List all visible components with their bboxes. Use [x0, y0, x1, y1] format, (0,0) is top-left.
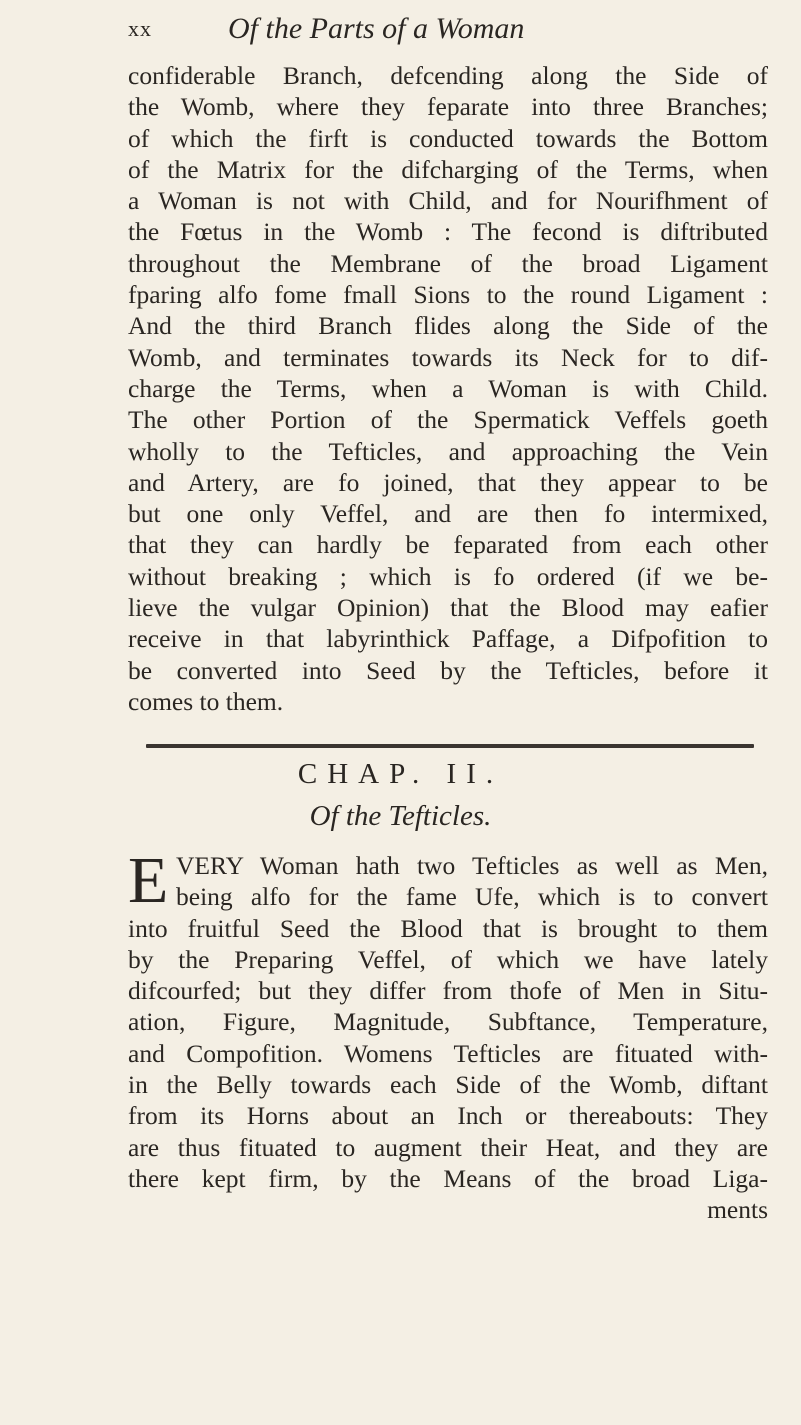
text-line: difcourfed; but they differ from thofe of Men in Situ- [128, 976, 768, 1006]
text-line: there kept firm, by the Means of the broad Liga- [128, 1163, 768, 1193]
text-line: the Fœtus in the Womb : The fecond is diftributed [128, 217, 768, 247]
page-number: xx [128, 16, 152, 41]
text-line: lieve the vulgar Opinion) that the Blood may eafier [128, 593, 768, 623]
drop-cap: E [128, 844, 169, 917]
text-line: of which the firft is conducted towards the Bottom [128, 123, 768, 153]
text-line: The other Portion of the Spermatick Veffels goeth [128, 405, 768, 435]
paragraph-2 [128, 844, 768, 1226]
text-line: throughout the Membrane of the broad Ligament [128, 248, 768, 278]
text-line: ation, Figure, Magnitude, Subftance, Temperature, [128, 1007, 768, 1037]
catchword: ments [707, 1195, 768, 1225]
text-line: confiderable Branch, defcending along the Side of [128, 61, 768, 90]
text-line: and Compofition. Womens Tefticles are fituated with- [128, 1038, 768, 1068]
text-line: the Womb, where they feparate into three Branches; [128, 92, 768, 122]
text-line: by the Preparing Veffel, of which we have lately [128, 944, 768, 974]
chapter-heading: CHAP. II. [297, 758, 504, 790]
text-line: fparing alfo fome fmall Sions to the round Ligament : [128, 280, 768, 310]
text-line: be converted into Seed by the Tefticles, before it [128, 655, 768, 685]
text-line: are thus fituated to augment their Heat, and they are [128, 1132, 768, 1162]
text-line: in the Belly towards each Side of the Womb, diftant [128, 1070, 768, 1100]
text-line: into fruitful Seed the Blood that is brought to them [128, 913, 768, 943]
chapter-subtitle: Of the Tefticles. [309, 800, 492, 832]
text-line: comes to them. [128, 686, 284, 716]
text-line: of the Matrix for the difcharging of the Terms, when [128, 154, 768, 184]
text-line: from its Horns about an Inch or thereabouts: They [128, 1101, 768, 1131]
text-line: but one only Veffel, and are then fo intermixed, [128, 499, 768, 529]
text-line: that they can hardly be feparated from each other [128, 530, 768, 560]
text-line: And the third Branch flides along the Side of the [128, 311, 768, 341]
text-line: wholly to the Tefticles, and approaching the Vein [128, 436, 768, 466]
section-divider [146, 744, 754, 748]
text-line: charge the Terms, when a Woman is with Child. [128, 373, 768, 403]
text-line: and Artery, are fo joined, that they appear to be [128, 467, 768, 497]
text-line: without breaking ; which is fo ordered (if we be- [128, 561, 768, 591]
paragraph-1 [128, 60, 768, 717]
text-line: VERY Woman hath two Tefticles as well as Men, [176, 851, 768, 880]
running-head [128, 12, 788, 52]
text-line: Womb, and terminates towards its Neck for to dif- [128, 342, 768, 372]
text-line: receive in that labyrinthick Paffage, a Difpofition to [128, 624, 768, 654]
text-line: being alfo for the fame Ufe, which is to convert [176, 882, 768, 912]
running-title: Of the Parts of a Woman [228, 12, 525, 45]
text-line: a Woman is not with Child, and for Nourifhment of [128, 186, 768, 216]
